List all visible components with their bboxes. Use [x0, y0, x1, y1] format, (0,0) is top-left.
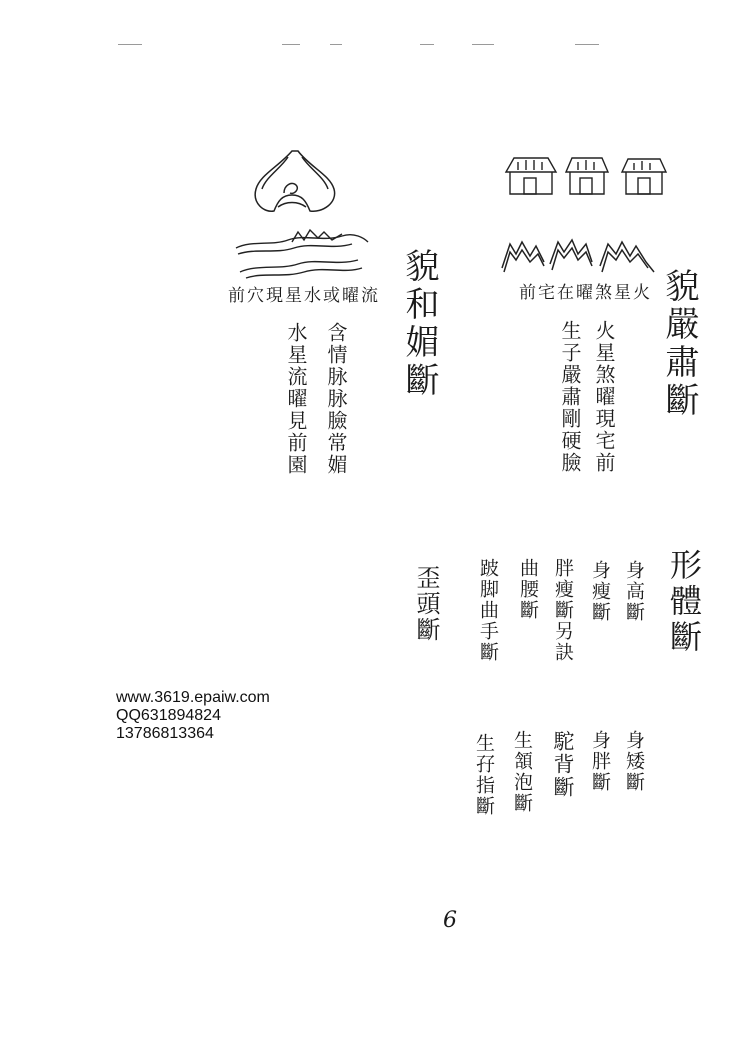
list-item: 生孖指斷 [473, 733, 495, 817]
list-item: 身瘦斷 [589, 560, 611, 623]
top-rule [330, 44, 342, 45]
watermark-phone: 13786813364 [116, 725, 214, 742]
watermark-qq: QQ631894824 [116, 707, 221, 724]
water-star-drawing [248, 145, 348, 220]
top-rule [420, 44, 434, 45]
section-title-xingti: 形體斷 [665, 548, 703, 656]
list-item: 歪頭斷 [412, 565, 440, 643]
list-item: 跛脚曲手斷 [477, 558, 499, 663]
top-rule [282, 44, 300, 45]
watermark [116, 689, 270, 743]
list-item: 身高斷 [623, 560, 645, 623]
houses-drawing [500, 150, 685, 200]
verse-line: 含情脉脉臉常媚 [324, 322, 348, 476]
page-number: 6 [443, 908, 457, 933]
top-rule [575, 44, 599, 45]
list-item: 生頷泡斷 [511, 730, 533, 814]
verse-line: 生子嚴肅剛硬臉 [558, 320, 582, 474]
section-title-yanshu: 貌嚴肅斷 [659, 268, 699, 420]
list-item: 身矮斷 [623, 730, 645, 793]
watermark-url: www.3619.epaiw.com [116, 689, 270, 706]
drawing-caption-hemei: 流曜或水星現穴前 [228, 286, 380, 306]
section-title-hemei: 貌和媚斷 [399, 248, 439, 400]
list-item: 身胖斷 [589, 730, 611, 793]
list-item: 曲腰斷 [517, 558, 539, 621]
fire-star-peaks-drawing [500, 232, 665, 277]
top-rule [118, 44, 142, 45]
verse-line: 水星流曜見前園 [284, 322, 308, 476]
top-rule [472, 44, 494, 45]
list-item: 胖瘦斷另訣 [552, 558, 574, 663]
verse-line: 火星煞曜現宅前 [592, 320, 616, 474]
list-item: 駝背斷 [551, 730, 575, 799]
flowing-ridges-drawing [232, 226, 372, 284]
drawing-caption-yanshu: 火星煞曜在宅前 [519, 283, 652, 303]
